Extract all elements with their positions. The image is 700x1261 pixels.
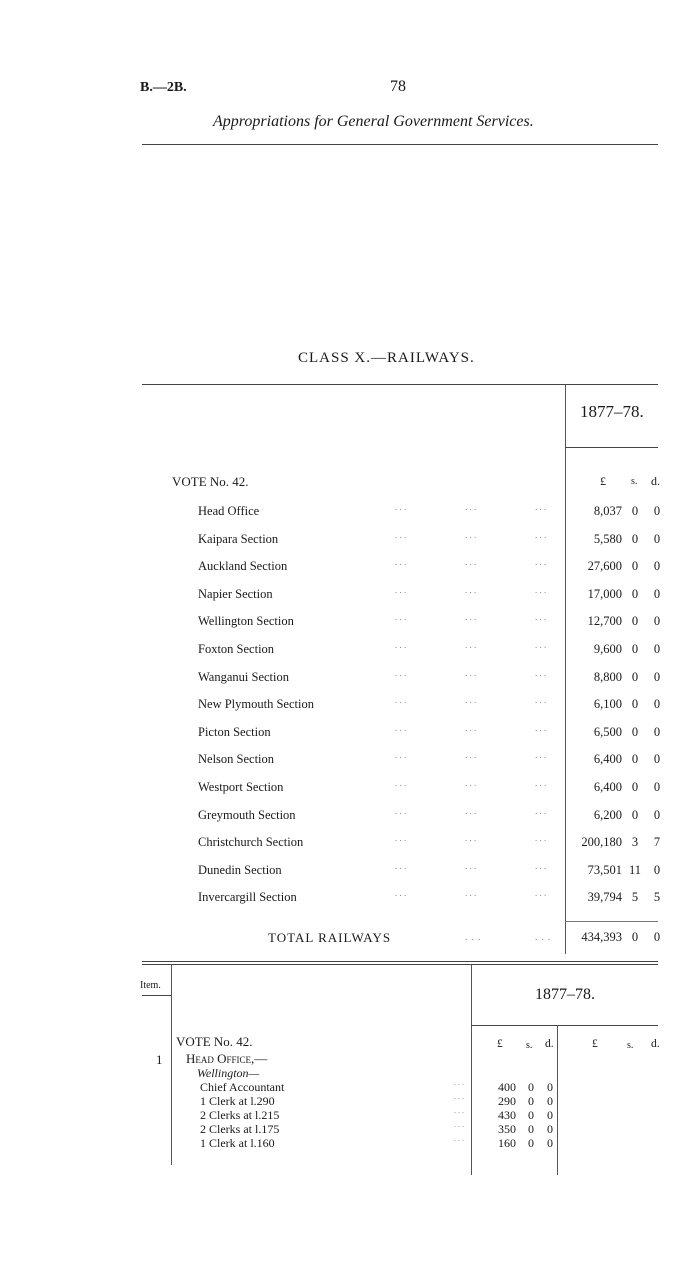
leader-dots: . . . [454, 1120, 464, 1129]
leader-dots: . . . [395, 640, 407, 650]
leader-dots: . . . [535, 640, 547, 650]
leader-dots: . . . [454, 1092, 464, 1101]
row-pence: 5 [653, 890, 661, 905]
detail-row [0, 1136, 700, 1150]
leader-dots: . . . [465, 778, 477, 788]
table-row [0, 614, 700, 641]
wellington-subheading: Wellington— [197, 1066, 260, 1080]
detail-vote-heading: VOTE No. 42. [176, 1034, 253, 1049]
shillings-unit: s. [631, 476, 638, 487]
detail-row-label: 1 Clerk at l.290 [200, 1094, 275, 1108]
leader-dots: . . . [395, 805, 407, 816]
leader-dots: . . . [454, 1078, 464, 1087]
leader-dots: . . . [465, 529, 477, 540]
row-shillings: 0 [631, 724, 639, 739]
detail-row-shillings: 0 [528, 1136, 534, 1150]
row-pounds: 6,200 [593, 807, 622, 822]
row-pounds: 73,501 [587, 862, 622, 877]
leader-dots: . . . [395, 612, 407, 623]
leader-dots: . . . [465, 667, 477, 678]
header-rule [142, 144, 658, 145]
row-pounds: 6,400 [593, 780, 622, 794]
row-shillings: 0 [631, 780, 639, 794]
row-label: Westport Section [198, 780, 284, 794]
detail-row-pence: 0 [547, 1108, 553, 1122]
table-row [0, 697, 700, 724]
row-label: Head Office [198, 504, 260, 518]
class-title: CLASS X.—RAILWAYS. [298, 350, 475, 366]
row-shillings: 0 [631, 614, 639, 629]
leader-dots: . . . [535, 584, 547, 595]
leader-dots: . . . [535, 888, 547, 899]
leader-dots: . . . [395, 750, 407, 761]
head-office-heading [186, 1051, 267, 1067]
summary-vote-heading: VOTE No. 42. [172, 474, 249, 489]
detail-row-shillings: 0 [528, 1080, 534, 1094]
row-pence: 0 [653, 614, 661, 629]
row-pounds: 39,794 [587, 890, 622, 905]
table-row [0, 805, 700, 835]
table-row [0, 780, 700, 807]
row-pence: 0 [653, 752, 661, 767]
detail-pounds-unit: £ [497, 1038, 503, 1050]
head-office-label: Head Office,— [186, 1051, 268, 1066]
leader-dots: . . . [395, 778, 407, 788]
row-pence: 0 [653, 697, 661, 712]
leader-dots: . . . [535, 778, 547, 788]
leader-dots: . . . [465, 502, 477, 512]
leader-dots: . . . [395, 667, 407, 678]
table-row [0, 559, 700, 586]
leader-dots: . . . [535, 529, 547, 540]
detail-row-pence: 0 [547, 1080, 553, 1094]
leader-dots: . . . [465, 805, 477, 816]
detail-row [0, 1080, 700, 1094]
total-rule [565, 921, 658, 922]
leader-dots: . . . [395, 557, 407, 568]
row-shillings: 0 [631, 531, 639, 546]
row-pounds: 6,100 [593, 697, 622, 712]
row-shillings: 0 [631, 559, 639, 574]
row-shillings: 0 [631, 504, 639, 518]
row-label: Wanganui Section [198, 669, 289, 684]
total-pence: 0 [653, 930, 661, 944]
leader-dots: . . . [535, 860, 547, 871]
table-row [0, 890, 700, 917]
row-label: Kaipara Section [198, 531, 279, 546]
total-shillings: 0 [631, 930, 639, 944]
leader-dots: . . . [395, 860, 407, 871]
document-code: B.—2B. [140, 80, 187, 95]
table-row [0, 642, 700, 669]
leader-dots: . . . [395, 888, 407, 899]
leader-dots: . . . [454, 1134, 464, 1143]
row-pounds: 6,500 [593, 724, 622, 739]
table-row [0, 529, 700, 559]
detail-row-pence: 0 [547, 1094, 553, 1108]
item-header-rule [142, 995, 171, 996]
detail-row-pence: 0 [547, 1136, 553, 1150]
row-label: Napier Section [198, 586, 273, 601]
leader-dots: . . . [395, 722, 407, 733]
leader-dots: . . . [535, 667, 547, 678]
detail-top-rule [142, 961, 658, 962]
detail-row-label: 2 Clerks at l.215 [200, 1108, 280, 1122]
row-pounds: 6,400 [593, 752, 622, 767]
row-pounds: 8,800 [593, 669, 622, 684]
row-pence: 0 [653, 559, 661, 574]
row-pence: 7 [653, 835, 661, 850]
leader-dots: . . . [465, 557, 477, 568]
total-shillings-unit: s. [627, 1040, 634, 1051]
detail-row [0, 1122, 700, 1136]
leader-dots: . . . [535, 695, 547, 706]
row-label: Wellington Section [198, 614, 294, 629]
row-pounds: 27,600 [587, 559, 622, 574]
leader-dots: . . . [535, 612, 547, 623]
total-leader-dots: . . . [465, 932, 482, 942]
table-row [0, 752, 700, 779]
row-label: Invercargill Section [198, 890, 297, 905]
row-pence: 0 [653, 642, 661, 656]
row-pounds: 8,037 [593, 504, 622, 518]
row-pounds: 17,000 [587, 586, 622, 601]
row-label: Auckland Section [198, 559, 288, 574]
row-pence: 0 [653, 780, 661, 794]
row-pence: 0 [653, 807, 661, 822]
detail-row [0, 1094, 700, 1108]
detail-row [0, 1108, 700, 1122]
total-pounds-unit: £ [592, 1038, 598, 1050]
leader-dots: . . . [535, 557, 547, 568]
leader-dots: . . . [465, 640, 477, 650]
detail-row-label: 2 Clerks at l.175 [200, 1122, 280, 1136]
row-shillings: 3 [631, 835, 639, 850]
leader-dots: . . . [465, 750, 477, 761]
detail-row-pounds: 290 [498, 1094, 516, 1108]
pence-unit: d. [651, 474, 660, 488]
page-number: 78 [390, 78, 406, 95]
row-shillings: 5 [631, 890, 639, 905]
row-shillings: 0 [631, 752, 639, 767]
leader-dots: . . . [395, 502, 407, 512]
total-pounds: 434,393 [581, 930, 622, 944]
leader-dots: . . . [535, 805, 547, 816]
row-pence: 0 [653, 504, 661, 518]
detail-row-pence: 0 [547, 1122, 553, 1136]
detail-top-rule-double [142, 964, 658, 965]
table-row [0, 584, 700, 614]
detail-year-rule [471, 1025, 658, 1026]
leader-dots: . . . [535, 502, 547, 512]
leader-dots: . . . [465, 860, 477, 871]
detail-row-pounds: 350 [498, 1122, 516, 1136]
summary-year-rule [565, 447, 658, 448]
row-pence: 0 [653, 724, 661, 739]
detail-row-shillings: 0 [528, 1122, 534, 1136]
leader-dots: . . . [465, 584, 477, 595]
row-pence: 0 [653, 669, 661, 684]
leader-dots: . . . [395, 695, 407, 706]
row-shillings: 0 [631, 586, 639, 601]
total-leader-dots: . . . [535, 932, 552, 942]
row-label: Christchurch Section [198, 835, 304, 850]
table-row [0, 835, 700, 862]
row-label: Greymouth Section [198, 807, 296, 822]
leader-dots: . . . [535, 722, 547, 733]
detail-pence-unit: d. [545, 1038, 554, 1050]
leader-dots: . . . [465, 833, 477, 844]
leader-dots: . . . [395, 584, 407, 595]
pounds-unit: £ [600, 474, 606, 488]
row-shillings: 0 [631, 669, 639, 684]
leader-dots: . . . [395, 529, 407, 540]
detail-row-label: 1 Clerk at l.160 [200, 1136, 275, 1150]
table-row [0, 860, 700, 890]
row-pence: 0 [653, 531, 661, 546]
row-pounds: 9,600 [593, 642, 622, 656]
item-column-header: Item. [140, 980, 161, 991]
detail-row-label: Chief Accountant [200, 1080, 285, 1094]
row-label: Dunedin Section [198, 862, 282, 877]
row-shillings: 0 [631, 807, 639, 822]
leader-dots: . . . [395, 833, 407, 844]
detail-row-pounds: 160 [498, 1136, 516, 1150]
leader-dots: . . . [465, 612, 477, 623]
leader-dots: . . . [535, 833, 547, 844]
table-row [0, 722, 700, 752]
row-pounds: 12,700 [587, 614, 622, 629]
detail-shillings-unit: s. [526, 1040, 533, 1051]
leader-dots: . . . [465, 888, 477, 899]
detail-year-header: 1877–78. [535, 986, 595, 1003]
row-label: Nelson Section [198, 752, 275, 767]
item-number: 1 [156, 1052, 163, 1067]
row-label: New Plymouth Section [198, 697, 314, 712]
summary-top-rule [142, 384, 658, 385]
total-pence-unit: d. [651, 1038, 660, 1050]
leader-dots: . . . [465, 722, 477, 733]
leader-dots: . . . [454, 1106, 464, 1115]
detail-row-pounds: 430 [498, 1108, 516, 1122]
detail-row-shillings: 0 [528, 1094, 534, 1108]
row-shillings: 0 [631, 697, 639, 712]
row-pounds: 5,580 [593, 531, 622, 546]
leader-dots: . . . [535, 750, 547, 761]
row-label: Foxton Section [198, 642, 275, 656]
row-label: Picton Section [198, 724, 271, 739]
page-heading: Appropriations for General Government Services. [213, 113, 534, 130]
row-pence: 0 [653, 862, 661, 877]
summary-year-header: 1877–78. [580, 402, 644, 421]
detail-row-pounds: 400 [498, 1080, 516, 1094]
row-shillings: 0 [631, 642, 639, 656]
table-row [0, 667, 700, 697]
row-pounds: 200,180 [581, 835, 622, 850]
table-row [0, 504, 700, 531]
leader-dots: . . . [465, 695, 477, 706]
total-label: TOTAL RAILWAYS [268, 930, 392, 945]
detail-row-shillings: 0 [528, 1108, 534, 1122]
row-shillings: 11 [628, 862, 642, 877]
row-pence: 0 [653, 586, 661, 601]
